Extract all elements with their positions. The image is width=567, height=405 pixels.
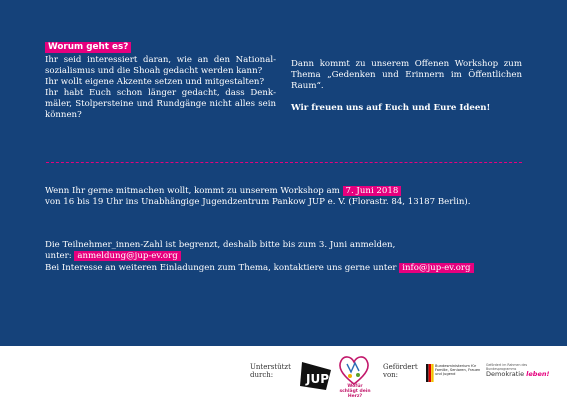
info-email-line	[45, 263, 525, 274]
intro-left-column	[45, 42, 276, 122]
ministry-name: Bundesministerium für Familie, Senioren, Frauen und Jugend	[435, 364, 481, 377]
event-date: 7. Juni 2018	[343, 186, 402, 196]
funded-by-label: Gefördert von:	[383, 363, 418, 379]
jup-logo-icon	[298, 356, 334, 392]
federal-eagle-icon	[426, 364, 434, 382]
leben-word: leben!	[526, 370, 550, 378]
supported-by-label: Unterstützt durch:	[250, 363, 291, 379]
event-details	[45, 186, 525, 209]
demokratie-program-text: Gefördert im Rahmen des Bundesprogramms	[486, 363, 528, 371]
intro-paragraph-2: Ihr wollt eigene Akzente setzen und mitgestalten?	[45, 77, 265, 88]
dashed-divider	[46, 162, 522, 163]
demokratie-leben-logo	[486, 363, 550, 386]
demokratie-word: Demokratie	[486, 370, 527, 378]
jup-logo-text: JUP	[306, 372, 330, 386]
heart-logo-text: Wofür schlägt dein Herz?	[339, 384, 371, 399]
closing-line: Wir freuen uns auf Euch und Eure Ideen!	[291, 103, 491, 114]
signup-email-link[interactable]: anmeldung@jup-ev.org	[74, 251, 180, 261]
registration-email-label: unter:	[45, 251, 75, 262]
intro-paragraph-3: Ihr habt Euch schon länger gedacht, dass Denkmäler, Stolpersteine und Rundgänge nicht alles sein können?	[45, 88, 276, 121]
info-email-link[interactable]: info@jup-ev.org	[399, 263, 473, 273]
demokratie-leben-wordmark	[486, 370, 549, 378]
workshop-invite: Dann kommt zu unserem Offenen Workshop zum Thema „Gedenken und Erinnern im Öffentlichen Raum“.	[291, 59, 522, 92]
registration-email-line	[45, 251, 525, 262]
intro-right-column	[291, 59, 522, 114]
event-date-text: Wenn Ihr gerne mitmachen wollt, kommt zu unserem Workshop am	[45, 186, 343, 196]
event-location-line: von 16 bis 19 Uhr ins Unabhängige Jugendzentrum Pankow JUP e. V. (Florastr. 84, 13187 Berlin).	[45, 197, 471, 208]
event-date-line	[45, 186, 525, 197]
registration-details	[45, 240, 525, 274]
sponsor-footer	[0, 346, 567, 405]
info-email-label: Bei Interesse an weiteren Einladungen zum Thema, kontaktiere uns gerne unter	[45, 262, 400, 273]
registration-limit-line: Die Teilnehmer_innen-Zahl ist begrenzt, deshalb bitte bis zum 3. Juni anmelden,	[45, 240, 396, 250]
section-heading: Worum geht es?	[45, 42, 131, 53]
ministry-logo	[426, 364, 480, 386]
intro-paragraph-1: Ihr seid interessiert daran, wie an den Nationalsozialismus und die Shoah gedacht werden kann?	[45, 55, 276, 77]
